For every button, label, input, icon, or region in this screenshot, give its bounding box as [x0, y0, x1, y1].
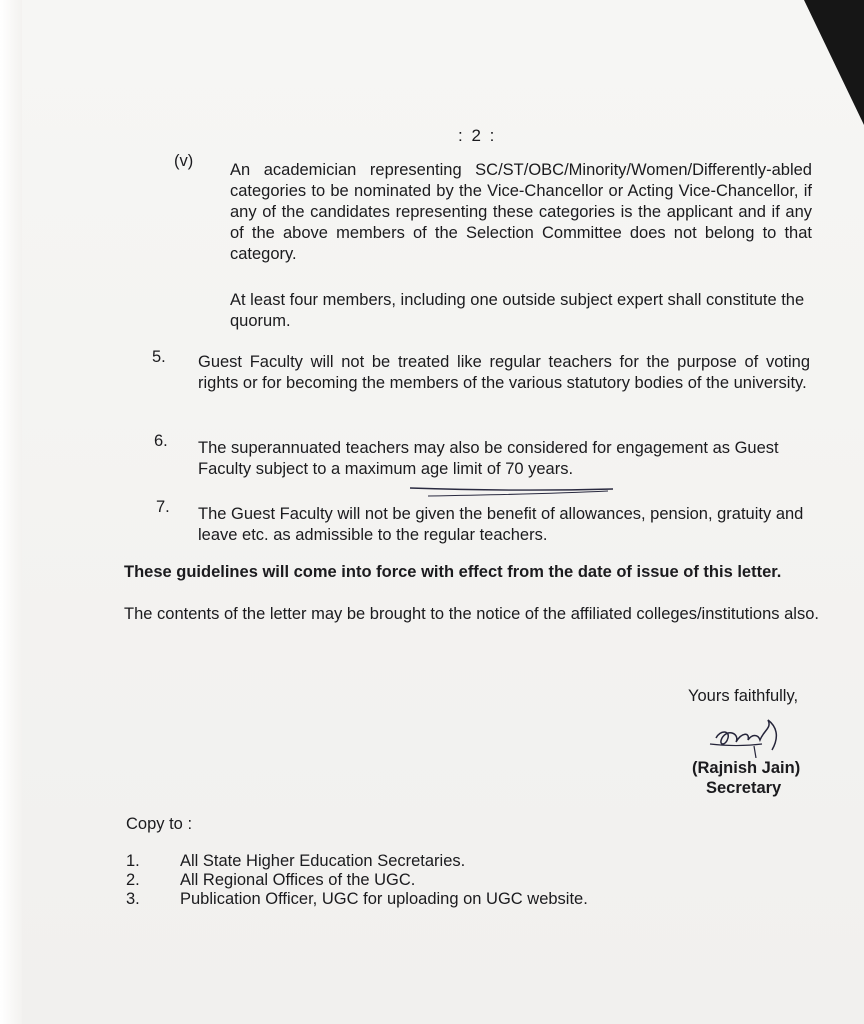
page-number: : 2 : — [458, 126, 497, 145]
list-item-text: All Regional Offices of the UGC. — [180, 871, 416, 889]
list-item-number: 3. — [126, 890, 140, 908]
item-7-number: 7. — [156, 498, 170, 516]
list-item-text: All State Higher Education Secretaries. — [180, 852, 466, 870]
signatory-name: (Rajnish Jain) — [692, 759, 801, 777]
folded-corner-shadow — [784, 0, 864, 130]
quorum-text: At least four members, including one outside subject expert shall constitute the quorum. — [230, 291, 805, 330]
list-item — [126, 852, 686, 871]
closing-salutation: Yours faithfully, — [688, 687, 799, 705]
item-5-number: 5. — [152, 348, 166, 366]
list-item-number: 2. — [126, 871, 140, 889]
signatory-designation: Secretary — [706, 779, 782, 797]
list-item — [126, 871, 686, 890]
item-5-text: Guest Faculty will not be treated like regular teachers for the purpose of voting rights or for becoming the members of the various statutory bodies of the university. — [198, 353, 810, 392]
handwritten-underline — [408, 480, 618, 500]
item-6-number: 6. — [154, 432, 168, 450]
copy-to-heading: Copy to : — [126, 815, 193, 833]
list-item-text: Publication Officer, UGC for uploading on UGC website. — [180, 890, 588, 908]
item-v-marker: (v) — [174, 152, 194, 170]
signature — [706, 716, 786, 758]
item-6-text: The superannuated teachers may also be considered for engagement as Guest Faculty subject to a maximum age limit of 70 years. — [198, 439, 779, 478]
copy-to-list — [126, 852, 686, 909]
effect-statement: These guidelines will come into force with effect from the date of issue of this letter. — [124, 563, 782, 581]
list-item — [126, 890, 686, 909]
item-7-text: The Guest Faculty will not be given the benefit of allowances, pension, gratuity and leave etc. as admissible to the regular teachers. — [198, 505, 804, 544]
scan-edge — [0, 0, 22, 1024]
list-item-number: 1. — [126, 852, 140, 870]
item-v-text: An academician representing SC/ST/OBC/Minority/Women/Differently-abled categories to be nominated by the Vice-Chancellor or Acting Vice-Chancellor, if any of the candidates representing these categories is the applicant and if any of the above members of the Selection Committee does not belong to that category. — [230, 161, 812, 263]
notice-statement: The contents of the letter may be brought to the notice of the affiliated colleges/institutions also. — [124, 605, 819, 623]
